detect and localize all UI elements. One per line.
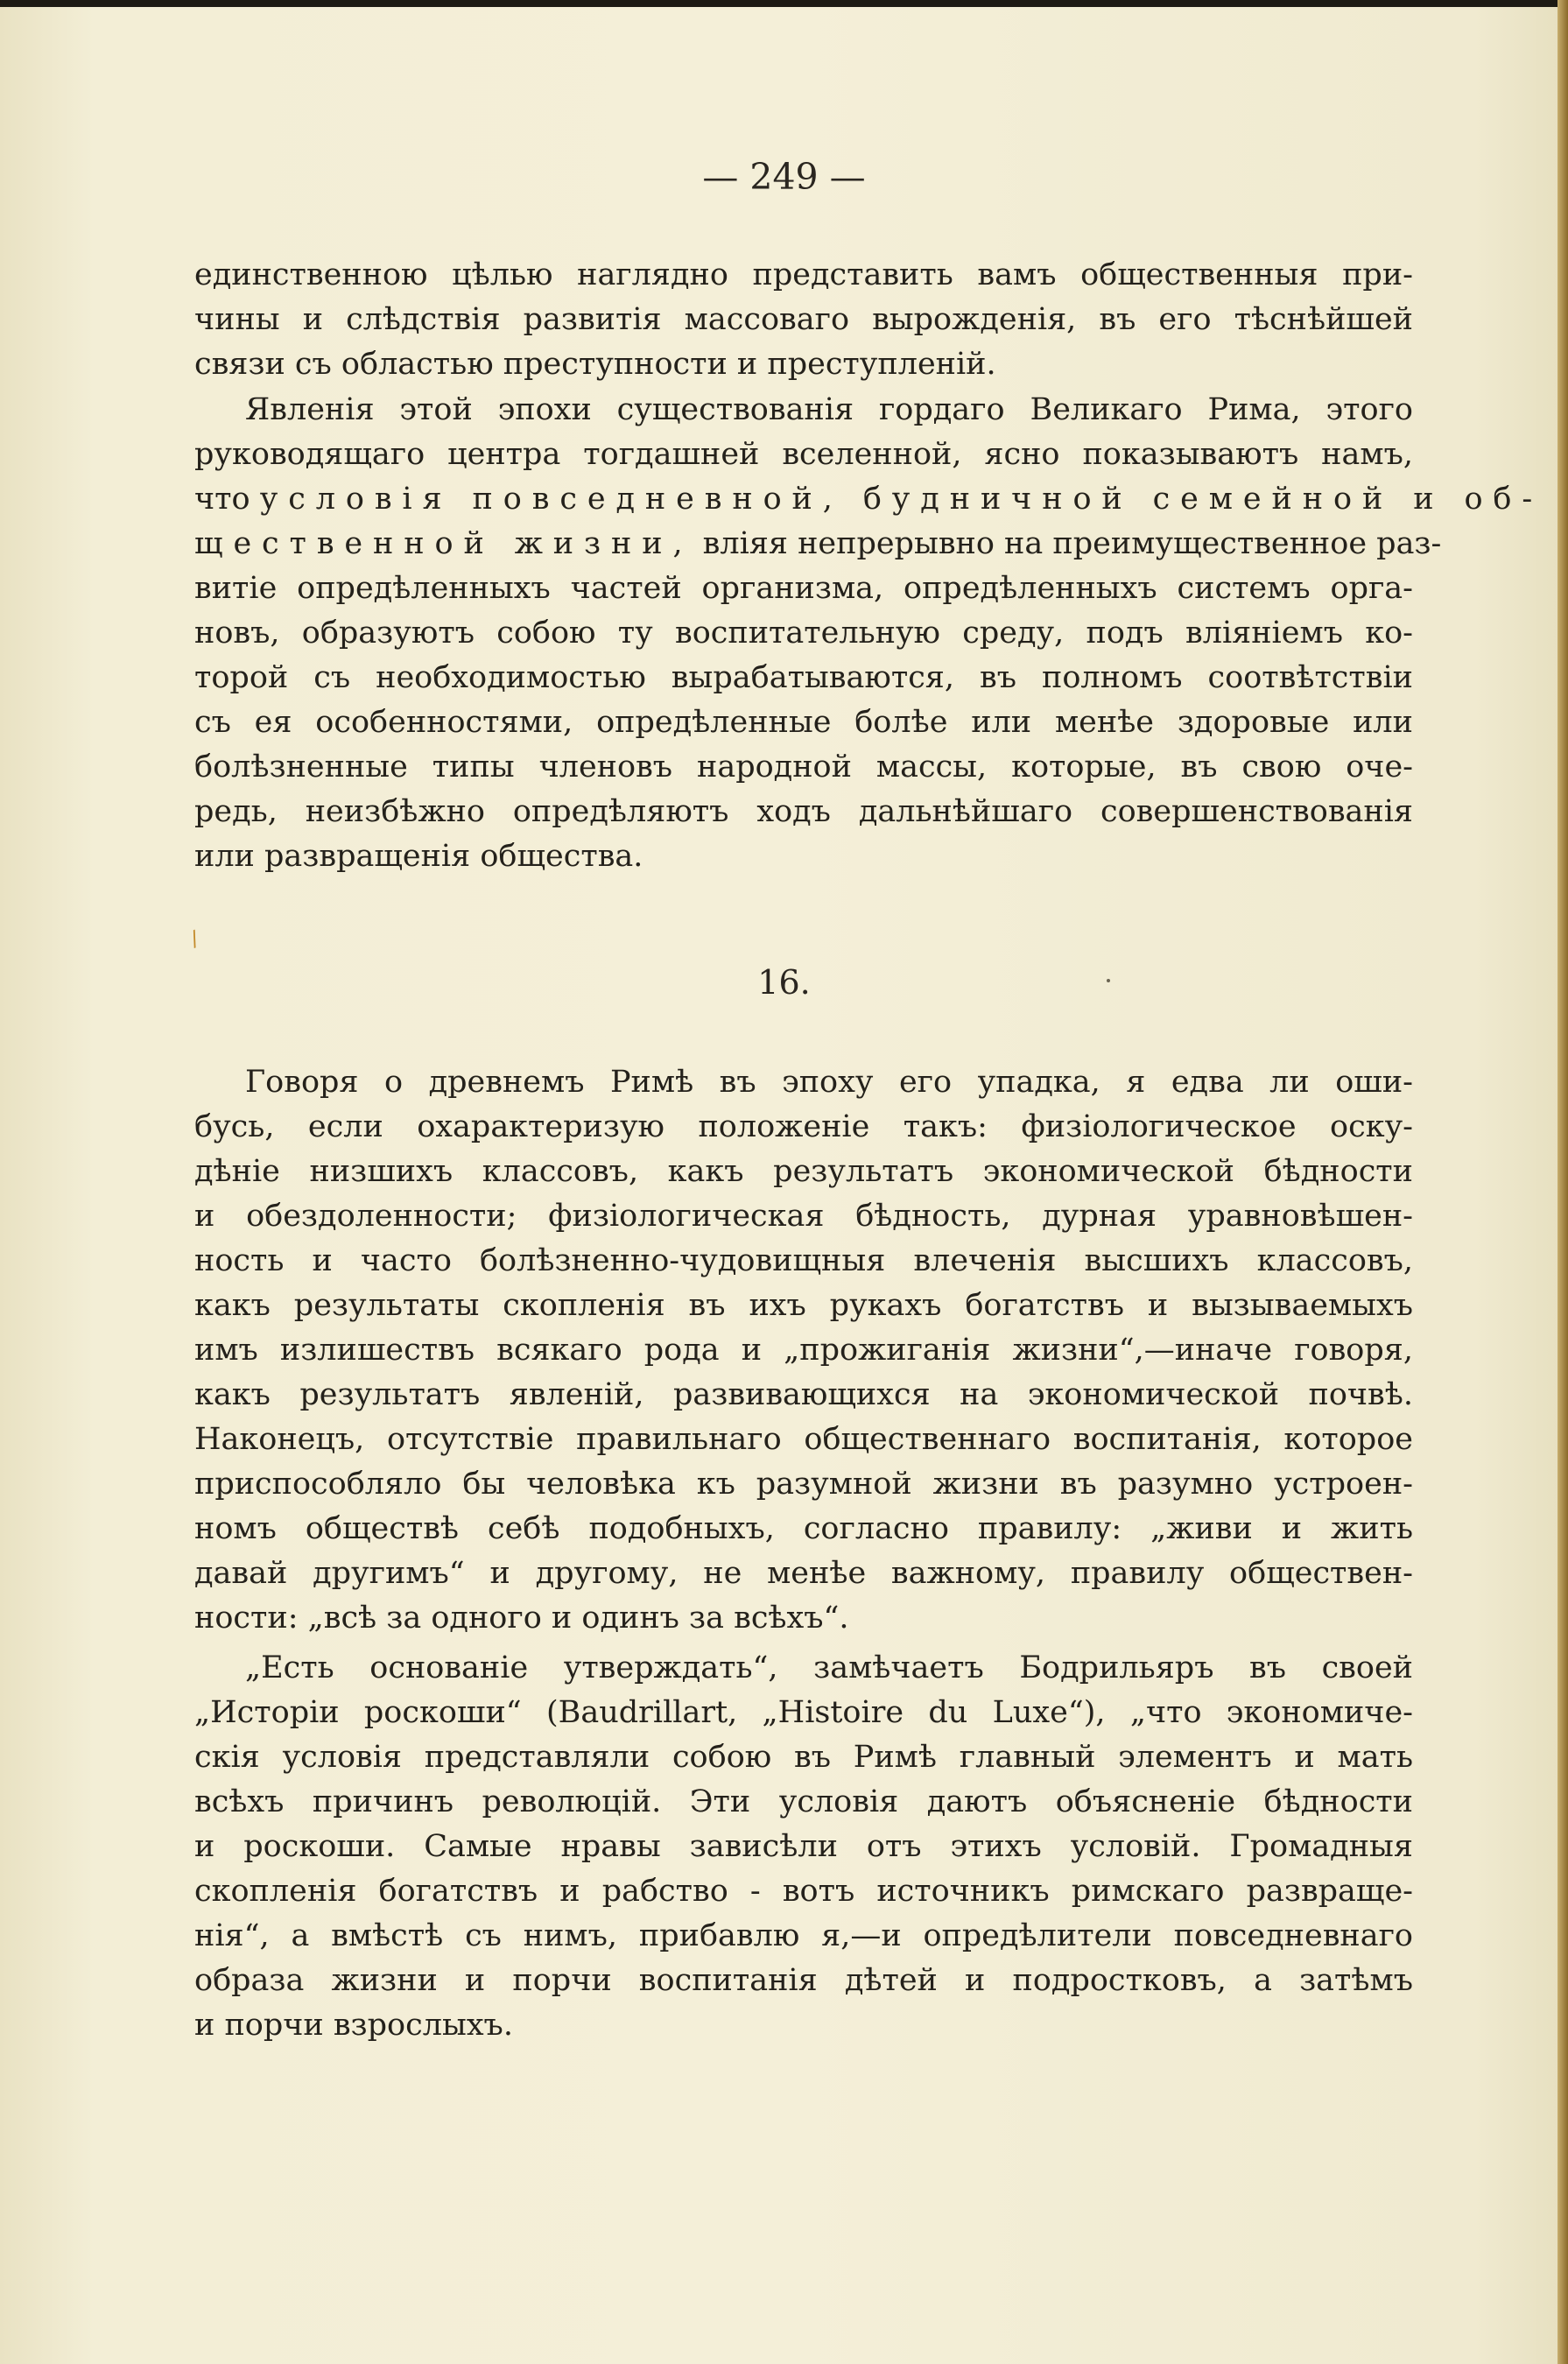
page-number: — 249 — (702, 156, 866, 198)
text-line: нія“, а вмѣстѣ съ нимъ, прибавлю я,—и опредѣлители повседневнаго (194, 1918, 1413, 1953)
scan-right-border (1557, 0, 1568, 2364)
text-line-spaced (194, 477, 1543, 522)
ink-speck (1107, 979, 1110, 982)
text-line: ности: „всѣ за одного и одинъ за всѣхъ“. (194, 1601, 849, 1636)
text-line: чины и слѣдствія развитія массоваго вырожденія, въ его тѣснѣйшей (194, 302, 1413, 337)
text-line: какъ результатъ явленій, развивающихся на экономической почвѣ. (194, 1377, 1413, 1412)
text-line: торой съ необходимостью вырабатываются, въ полномъ соотвѣтствіи (194, 660, 1413, 695)
paragraph-rome-decline (194, 1060, 1413, 1641)
text-line: руководящаго центра тогдашней вселенной, ясно показываютъ намъ, (194, 437, 1413, 472)
text-line: и роскоши. Самые нравы зависѣли отъ этихъ условій. Громадныя (194, 1829, 1413, 1864)
text-line: Наконецъ, отсутствіе правильнаго общественнаго воспитанія, которое (194, 1422, 1413, 1457)
text-line: единственною цѣлью наглядно представить вамъ общественныя при- (194, 257, 1413, 292)
text-fragment: что (194, 482, 250, 517)
text-line: связи съ областью преступности и преступленій. (194, 347, 996, 382)
paragraph-baudrillart-quote (194, 1646, 1413, 2048)
paragraph-epoch (194, 388, 1543, 879)
text-line: ность и часто болѣзненно-чудовищныя влеченія высшихъ классовъ, (194, 1243, 1413, 1278)
text-line-spaced (194, 522, 1442, 566)
text-line: номъ обществѣ себѣ подобныхъ, согласно правилу: „живи и жить (194, 1511, 1413, 1546)
text-line: давай другимъ“ и другому, не менѣе важному, правилу обществен- (194, 1556, 1413, 1591)
section-number: 16. (757, 963, 811, 1002)
text-line: и порчи взрослыхъ. (194, 2008, 513, 2043)
text-line: новъ, образуютъ собою ту воспитательную среду, подъ вліяніемъ ко- (194, 616, 1413, 651)
ink-mark: / (186, 925, 202, 952)
text-line: и обездоленности; физіологическая бѣдность, дурная уравновѣшен- (194, 1199, 1413, 1234)
text-line: всѣхъ причинъ революцій. Эти условія даютъ объясненіе бѣдности (194, 1784, 1413, 1819)
text-line: бусь, если охарактеризую положеніе такъ: физіологическое оску- (194, 1109, 1413, 1144)
spaced-emphasis: щественной жизни, (194, 526, 693, 561)
text-fragment: вліяя непрерывно на преимущественное раз- (702, 526, 1442, 561)
text-line: болѣзненные типы членовъ народной массы, которые, въ свою оче- (194, 749, 1413, 784)
text-line: витіе опредѣленныхъ частей организма, опредѣленныхъ системъ орга- (194, 571, 1413, 606)
text-line: имъ излишествъ всякаго рода и „прожиганія жизни“,—иначе говоря, (194, 1333, 1413, 1368)
paragraph-continuation (194, 253, 1413, 387)
text-line: Говоря о древнемъ Римѣ въ эпоху его упадка, я едва ли оши- (245, 1065, 1413, 1100)
text-line: какъ результаты скопленія въ ихъ рукахъ богатствъ и вызываемыхъ (194, 1288, 1413, 1323)
text-line: скопленія богатствъ и рабство - вотъ источникъ римскаго развраще- (194, 1874, 1413, 1909)
text-line: редь, неизбѣжно опредѣляютъ ходъ дальнѣйшаго совершенствованія (194, 794, 1413, 829)
text-line: или развращенія общества. (194, 839, 643, 874)
text-line: дѣніе низшихъ классовъ, какъ результатъ экономической бѣдности (194, 1154, 1413, 1189)
scan-top-border (0, 0, 1568, 7)
text-line: съ ея особенностями, опредѣленные болѣе или менѣе здоровые или (194, 705, 1413, 740)
text-line: скія условія представляли собою въ Римѣ главный элементъ и мать (194, 1740, 1413, 1775)
text-line: „Есть основаніе утверждать“, замѣчаетъ Бодрильяръ въ своей (245, 1650, 1413, 1685)
text-line: приспособляло бы человѣка къ разумной жизни въ разумно устроен- (194, 1467, 1413, 1502)
text-line: Явленія этой эпохи существованія гордаго Великаго Рима, этого (245, 392, 1413, 427)
text-line: „Исторіи роскоши“ (Baudrillart, „Histoire du Luxe“), „что экономиче- (194, 1695, 1413, 1730)
spaced-emphasis: условія повседневной, будничной семейной и об- (259, 482, 1543, 517)
text-line: образа жизни и порчи воспитанія дѣтей и подростковъ, а затѣмъ (194, 1963, 1413, 1998)
